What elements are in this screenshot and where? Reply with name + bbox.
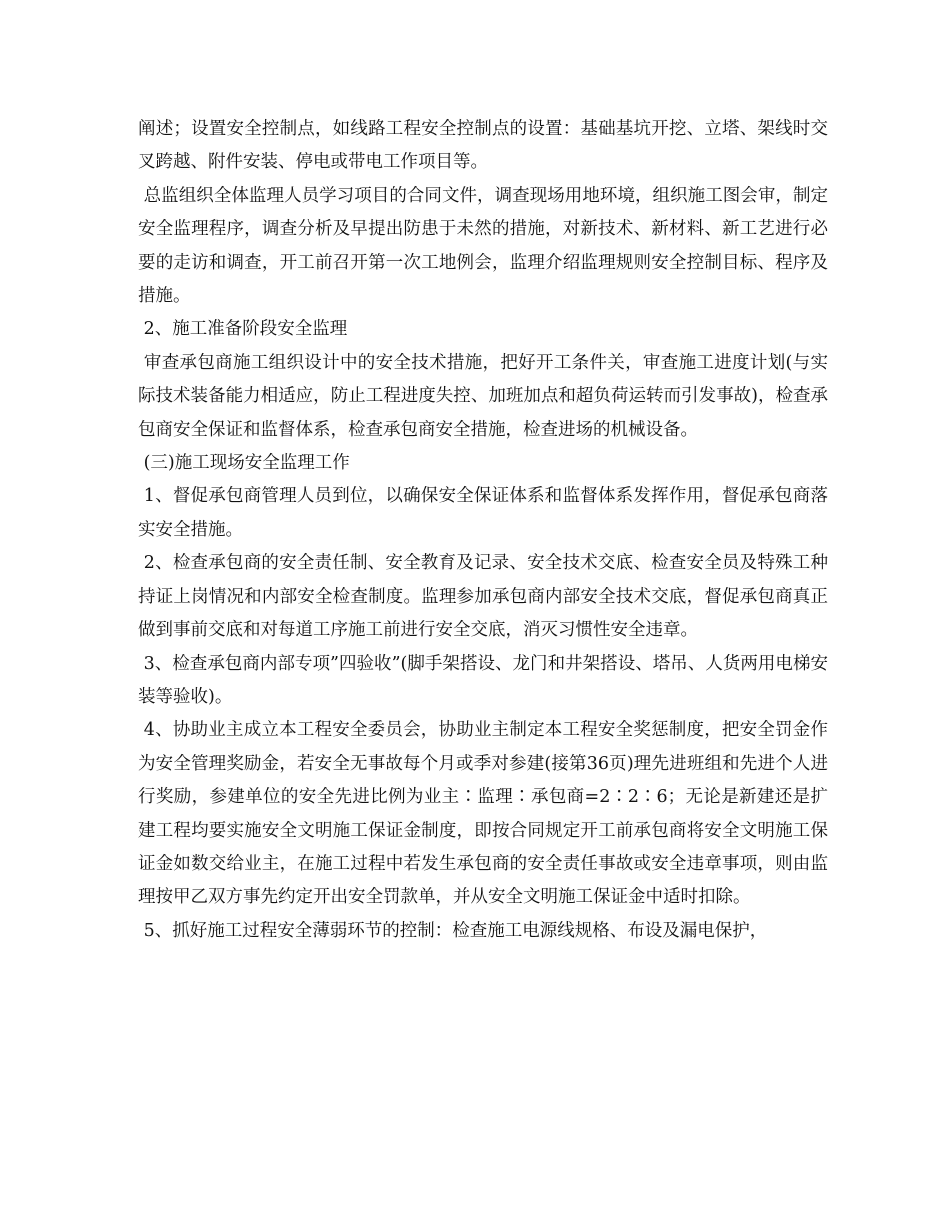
paragraph-2: 总监组织全体监理人员学习项目的合同文件，调查现场用地环境，组织施工图会审，制定安全监理程序，调查分析及早提出防患于未然的措施，对新技术、新材料、新工艺进行必要的走访和调查，开工前召开第一次工地例会，监理介绍监理规则安全控制目标、程序及措施。: [138, 185, 828, 307]
paragraph-3: 审查承包商施工组织设计中的安全技术措施，把好开工条件关，审查施工进度计划(与实际技术装备能力相适应，防止工程进度失控、加班加点和超负荷运转而引发事故)，检查承包商安全保证和监督体系，检查承包商安全措施，检查进场的机械设备。: [138, 352, 828, 440]
section-heading-2: 2、施工准备阶段安全监理: [138, 319, 348, 340]
list-item-2: 2、检查承包商的安全责任制、安全教育及记录、安全技术交底、检查安全员及特殊工种持证上岗情况和内部安全检查制度。监理参加承包商内部安全技术交底，督促承包商真正做到事前交底和对每道工序施工前进行安全交底，消灭习惯性安全违章。: [138, 553, 828, 641]
section-heading-3: (三)施工现场安全监理工作: [138, 453, 350, 474]
list-item-5: 5、抓好施工过程安全薄弱环节的控制：检查施工电源线规格、布设及漏电保护，: [138, 920, 768, 941]
paragraph-1: 阐述；设置安全控制点，如线路工程安全控制点的设置：基础基坑开挖、立塔、架线时交叉跨越、附件安装、停电或带电工作项目等。: [138, 119, 828, 173]
document-body: [138, 113, 828, 948]
list-item-3: 3、检查承包商内部专项”四验收”(脚手架搭设、龙门和井架搭设、塔吊、人货两用电梯安装等验收)。: [138, 653, 828, 707]
list-item-1: 1、督促承包商管理人员到位，以确保安全保证体系和监督体系发挥作用，督促承包商落实安全措施。: [138, 486, 828, 540]
list-item-4: 4、协助业主成立本工程安全委员会，协助业主制定本工程安全奖惩制度，把安全罚金作为安全管理奖励金，若安全无事故每个月或季对参建(接第36页)理先进班组和先进个人进行奖励，参建单位的安全先进比例为业主∶监理∶承包商=2∶2∶6；无论是新建还是扩建工程均要实施安全文明施工保证金制度，即按合同规定开工前承包商将安全文明施工保证金如数交给业主，在施工过程中若发生承包商的安全责任事故或安全违章事项，则由监理按甲乙双方事先约定开出安全罚款单，并从安全文明施工保证金中适时扣除。: [138, 720, 828, 908]
